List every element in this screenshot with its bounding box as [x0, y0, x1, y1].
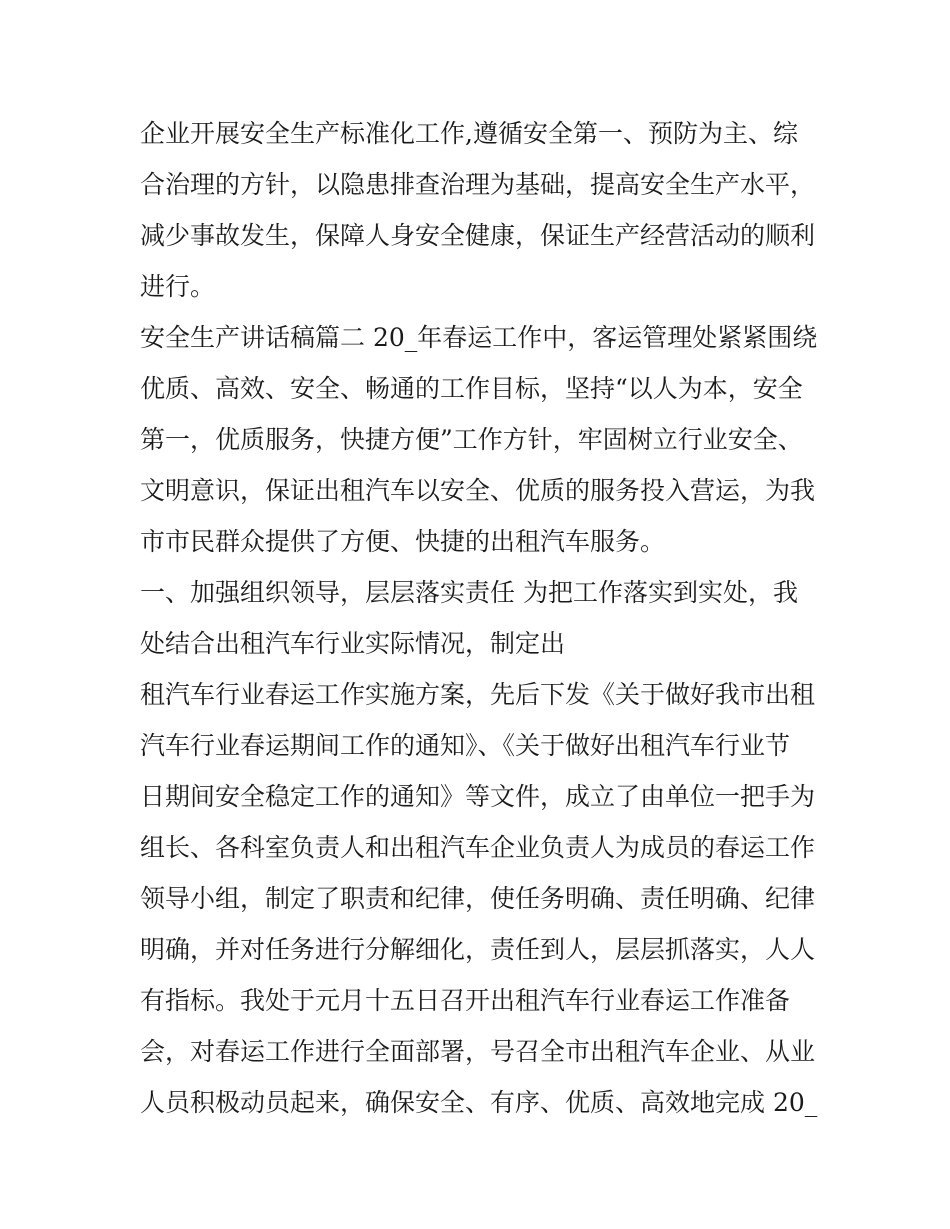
text-line: 减少事故发生，保障人身安全健康，保证生产经营活动的顺利 [140, 221, 816, 250]
text-line: 日期间安全稳定工作的通知》等文件，成立了由单位一把手为 [140, 782, 816, 811]
document-body [140, 108, 830, 1128]
text-line: 优质、高效、安全、畅通的工作目标，坚持“以人为本，安全 [140, 374, 803, 403]
text-line: 合治理的方针，以隐患排查治理为基础，提高安全生产水平， [140, 170, 816, 199]
text-line: 人员积极动员起来，确保安全、有序、优质、高效地完成 20_ [140, 1088, 818, 1117]
text-line: 租汽车行业春运工作实施方案，先后下发《关于做好我市出租 [140, 680, 816, 709]
text-line: 市市民群众提供了方便、快捷的出租汽车服务。 [140, 527, 666, 556]
text-line: 领导小组，制定了职责和纪律，使任务明确、责任明确、纪律 [140, 884, 816, 913]
text-line: 汽车行业春运期间工作的通知》、《关于做好出租汽车行业节 [140, 731, 791, 760]
text-line: 会，对春运工作进行全面部署，号召全市出租汽车企业、从业 [140, 1037, 816, 1066]
text-line: 有指标。我处于元月十五日召开出租汽车行业春运工作准备 [140, 986, 791, 1015]
text-line: 文明意识，保证出租汽车以安全、优质的服务投入营运，为我 [140, 476, 816, 505]
text-line: 明确，并对任务进行分解细化，责任到人，层层抓落实，人人 [140, 935, 816, 964]
text-line: 第一，优质服务，快捷方便”工作方针，牢固树立行业安全、 [140, 425, 803, 454]
text-line: 处结合出租汽车行业实际情况，制定出 [140, 629, 566, 658]
text-line: 组长、各科室负责人和出租汽车企业负责人为成员的春运工作 [140, 833, 816, 862]
text-line: 企业开展安全生产标准化工作,遵循安全第一、预防为主、综 [140, 119, 798, 148]
text-line: 一、加强组织领导，层层落实责任 为把工作落实到实处，我 [140, 578, 798, 607]
text-line: 安全生产讲话稿篇二 20_年春运工作中，客运管理处紧紧围绕 [140, 323, 818, 352]
text-line: 进行。 [140, 272, 216, 301]
